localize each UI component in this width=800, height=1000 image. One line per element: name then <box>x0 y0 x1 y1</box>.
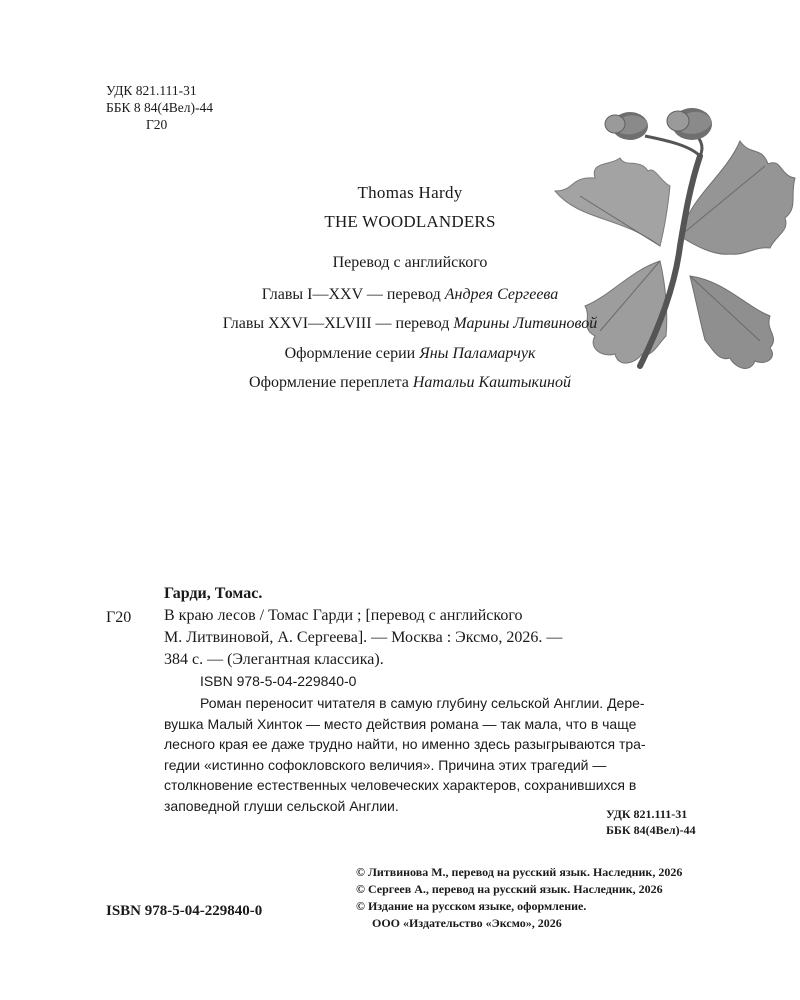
annotation-line: заповедной глуши сельской Англии. <box>164 797 399 814</box>
bottom-classification-codes <box>606 806 696 838</box>
catalog-author-heading: Гарди, Томас. <box>164 585 263 602</box>
catalog-line: М. Литвиновой, А. Сергеева]. — Москва : Эксмо, 2026. — <box>164 629 563 646</box>
credit-label: Оформление серии <box>284 345 420 362</box>
catalog-description <box>164 605 718 671</box>
credit-cover-design <box>150 374 670 392</box>
catalog-isbn: ISBN 978-5-04-229840-0 <box>200 673 357 689</box>
copyright-line: © Сергеев А., перевод на русский язык. Наследник, 2026 <box>356 882 663 896</box>
catalog-line: 384 с. — (Элегантная классика). <box>164 651 384 668</box>
copyright-line: © Издание на русском языке, оформление. <box>356 899 587 913</box>
credit-person: Яны Паламарчук <box>419 345 536 362</box>
credit-person: Андрея Сергеева <box>444 286 559 303</box>
annotation-line: гедии «истинно софокловского величия». Причина этих трагедий — <box>164 756 607 773</box>
credit-label: Главы XXVI—XLVIII — перевод <box>222 315 454 332</box>
udk-code: УДК 821.111-31 <box>106 83 197 98</box>
copyright-block <box>356 864 682 932</box>
credit-person: Натальи Каштыкиной <box>412 374 571 391</box>
book-title-original: THE WOODLANDERS <box>324 212 496 231</box>
catalog-line: В краю лесов / Томас Гарди ; [перевод с английского <box>164 607 523 624</box>
author-mark: Г20 <box>146 117 168 132</box>
acorn-icon <box>667 108 712 140</box>
translation-note: Перевод с английского <box>332 254 488 271</box>
bbk-code: ББК 84(4Вел)-44 <box>606 823 696 837</box>
book-author-original: Thomas Hardy <box>357 183 463 202</box>
credit-series-design <box>150 345 670 363</box>
credit-label: Главы I—XXV — перевод <box>261 286 445 303</box>
acorn-icon <box>605 112 648 140</box>
annotation-line: Роман переносит читателя в самую глубину сельской Англии. Дере- <box>200 695 645 711</box>
annotation-line: вушка Малый Хинток — место действия романа — так мала, что в чаще <box>164 715 637 732</box>
bbk-code: ББК 8 84(4Вел)-44 <box>106 100 213 115</box>
credit-person: Марины Литвиновой <box>453 315 598 332</box>
copyright-line: © Литвинова М., перевод на русский язык. Наследник, 2026 <box>356 865 683 879</box>
credit-label: Оформление переплета <box>249 374 413 391</box>
catalog-author-mark: Г20 <box>106 609 132 626</box>
credit-chapters-2 <box>150 315 670 333</box>
copyright-line: ООО «Издательство «Эксмо», 2026 <box>372 916 562 930</box>
udk-code: УДК 821.111-31 <box>606 807 688 821</box>
annotation-line: столкновение естественных человеческих характеров, сохранившихся в <box>164 777 637 793</box>
annotation-line: лесного края ее даже трудно найти, но именно здесь разыгрываются тра- <box>164 736 646 752</box>
isbn-main: ISBN 978-5-04-229840-0 <box>106 903 263 919</box>
credit-chapters-1 <box>150 286 670 304</box>
top-classification-codes <box>106 82 213 133</box>
book-annotation <box>164 693 716 816</box>
